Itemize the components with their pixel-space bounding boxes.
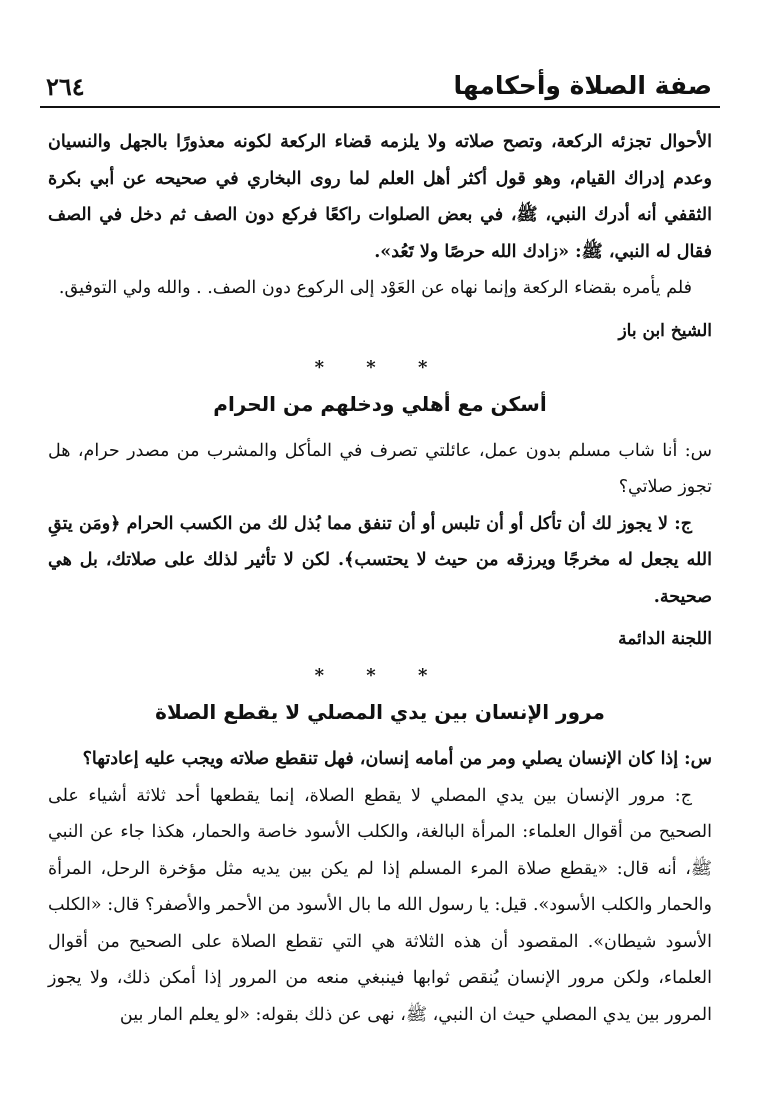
answer-paragraph: ج: مرور الإنسان بين يدي المصلي لا يقطع الصلاة، إنما يقطعها أحد ثلاثة أشياء على الصحيح من أقوال العلماء: المرأة البالغة، والكلب الأسود خاصة والحمار، هكذا جاء عن النبي ﷺ، أنه قال: «يقطع صلاة المرء المسلم إذا لم يكن بين يديه مثل مؤخرة الرحل، المرأة والحمار والكلب الأسود». قيل: يا رسول الله ما بال الأسود من الأحمر والأصفر؟ قال: «الكلب الأسود شيطان». المقصود أن هذه الثلاثة هي التي تقطع الصلاة على الصحيح من أقوال العلماء، ولكن مرور الإنسان يُنقص ثوابها فينبغي منعه من المرور إذا أمكن ذلك، ولا يجوز المرور بين يدي المصلي حيث ان النبي، ﷺ، نهى عن ذلك بقوله: «لو يعلم المار بين	[48, 785, 712, 1025]
fatwa-source-ibn-baz: الشيخ ابن باز	[618, 320, 712, 341]
page-content	[48, 124, 712, 1033]
section-heading-living-with-family: أسكن مع أهلي ودخلهم من الحرام	[213, 391, 547, 416]
page-number: ٢٦٤	[46, 72, 85, 101]
continuation-paragraph: الأحوال تجزئه الركعة، وتصح صلاته ولا يلزمه قضاء الركعة لكونه معذورًا بالجهل والنسيان وعدم إدراك القيام، وهو قول أكثر أهل العلم لما روى البخاري في صحيحه عن أبي بكرة الثقفي أنه أدرك النبي، ﷺ، في بعض الصلوات راكعًا فركع دون الصف ثم دخل في الصف فقال له النبي، ﷺ: «زادك الله حرصًا ولا تَعُد».	[48, 132, 712, 262]
section-separator: * * *	[314, 665, 446, 686]
answer-paragraph: ج: لا يجوز لك أن تأكل أو أن تلبس أو أن تنفق مما بُذل لك من الكسب الحرام ﴿ومَن يتقِ الله يجعل له مخرجًا ويرزقه من حيث لا يحتسب﴾. لكن لا تأثير لذلك على صلاتك، بل هي صحيحة.	[48, 513, 712, 607]
fatwa-source-permanent-committee: اللجنة الدائمة	[618, 629, 712, 649]
book-title: صفة الصلاة وأحكامها	[453, 71, 712, 100]
section-heading-passing-in-front-of-worshipper: مرور الإنسان بين يدي المصلي لا يقطع الصلاة	[155, 700, 605, 724]
running-header	[40, 62, 720, 108]
closing-paragraph: فلم يأمره بقضاء الركعة وإنما نهاه عن العَوْد إلى الركوع دون الصف. . والله ولي التوفيق.	[58, 278, 692, 298]
section-separator: * * *	[314, 356, 446, 378]
question-paragraph: س: أنا شاب مسلم بدون عمل، عائلتي تصرف في المأكل والمشرب من مصدر حرام، هل تجوز صلاتي؟	[48, 440, 712, 497]
question-paragraph: س: إذا كان الإنسان يصلي ومر من أمامه إنسان، فهل تنقطع صلاته ويجب عليه إعادتها؟	[82, 749, 712, 769]
